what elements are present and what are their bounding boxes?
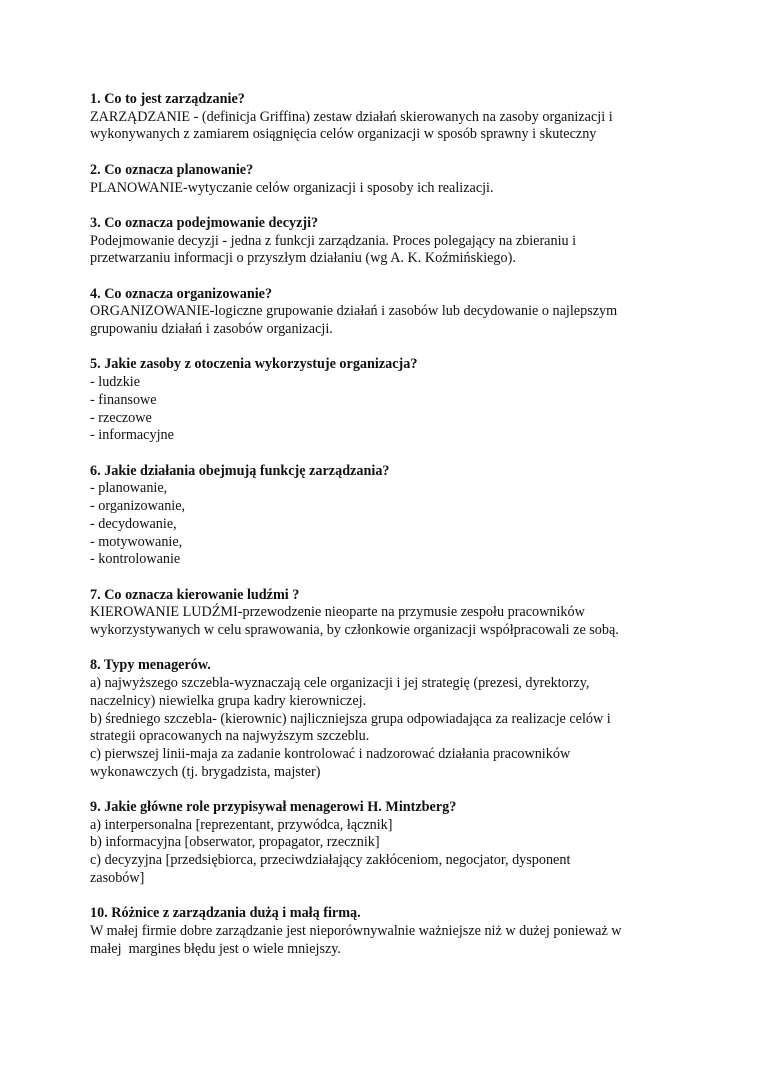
answer-line: b) informacyjna [obserwator, propagator, rzecznik] [90, 834, 380, 851]
list-item: - decydowanie, [90, 515, 177, 532]
answer-line: wykonywanych z zamiarem osiągnięcia celów organizacji w sposób sprawny i skuteczny [90, 126, 597, 143]
list-item: - kontrolowanie [90, 551, 181, 568]
answer-line: małej margines błędu jest o wiele mniejszy. [90, 940, 341, 957]
answer-line: a) interpersonalna [reprezentant, przywódca, łącznik] [90, 816, 393, 833]
answer-line: zasobów] [90, 869, 145, 886]
answer-line: strategii opracowanych na najwyższym szczeblu. [90, 728, 370, 745]
list-item: - ludzkie [90, 374, 141, 391]
answer-line: ORGANIZOWANIE-logiczne grupowanie działań i zasobów lub decydowanie o najlepszym [90, 303, 618, 320]
list-item: - informacyjne [90, 427, 174, 444]
question-heading: 8. Typy menagerów. [90, 657, 211, 674]
answer-line: grupowaniu działań i zasobów organizacji. [90, 321, 333, 338]
answer-line: c) pierwszej linii-maja za zadanie kontrolować i nadzorować działania pracowników [90, 745, 571, 762]
question-heading: 7. Co oznacza kierowanie ludźmi ? [90, 586, 300, 603]
question-heading: 4. Co oznacza organizowanie? [90, 285, 273, 302]
list-item: - rzeczowe [90, 409, 152, 426]
question-heading: 1. Co to jest zarządzanie? [90, 91, 245, 107]
list-item: - organizowanie, [90, 498, 186, 515]
answer-line: Podejmowanie decyzji - jedna z funkcji zarządzania. Proces polegający na zbieraniu i [90, 232, 577, 249]
answer-line: b) średniego szczebla- (kierownic) najliczniejsza grupa odpowiadająca za realizacje celów i [90, 710, 611, 727]
qa-section-4 [90, 286, 680, 339]
qa-section-2 [90, 162, 680, 197]
list-item: - finansowe [90, 391, 157, 408]
question-heading: 5. Jakie zasoby z otoczenia wykorzystuje organizacja? [90, 356, 418, 373]
question-heading: 10. Różnice z zarządzania dużą i małą firmą. [90, 905, 361, 922]
list-item: - motywowanie, [90, 533, 183, 550]
qa-section-9 [90, 799, 680, 888]
question-heading: 9. Jakie główne role przypisywał menagerowi H. Mintzberg? [90, 799, 457, 815]
answer-line: wykorzystywanych w celu sprawowania, by członkowie organizacji współpracowali ze sobą. [90, 622, 619, 638]
answer-line: przetwarzaniu informacji o przyszłym działaniu (wg A. K. Koźmińskiego). [90, 250, 516, 267]
question-heading: 6. Jakie działania obejmują funkcję zarządzania? [90, 462, 390, 479]
answer-line: c) decyzyjna [przedsiębiorca, przeciwdziałający zakłóceniom, negocjator, dysponent [90, 852, 571, 869]
qa-section-5 [90, 356, 680, 445]
answer-line: W małej firmie dobre zarządzanie jest nieporównywalnie ważniejsze niż w dużej ponieważ w [90, 922, 622, 939]
qa-section-1 [90, 91, 680, 144]
qa-section-3 [90, 215, 680, 268]
qa-section-6 [90, 463, 680, 569]
answer-line: a) najwyższego szczebla-wyznaczają cele organizacji i jej strategię (prezesi, dyrektorzy, [90, 675, 590, 692]
answer-line: PLANOWANIE-wytyczanie celów organizacji i sposoby ich realizacji. [90, 179, 494, 196]
question-heading: 2. Co oznacza planowanie? [90, 161, 254, 178]
answer-line: ZARZĄDZANIE - (definicja Griffina) zestaw działań skierowanych na zasoby organizacji i [90, 108, 613, 125]
answer-line: wykonawczych (tj. brygadzista, majster) [90, 763, 321, 780]
question-heading: 3. Co oznacza podejmowanie decyzji? [90, 214, 319, 231]
answer-line: KIEROWANIE LUDŹMI-przewodzenie nieoparte na przymusie zespołu pracowników [90, 604, 585, 621]
list-item: - planowanie, [90, 480, 168, 497]
answer-line: naczelnicy) niewielka grupa kadry kierowniczej. [90, 692, 367, 709]
document-page [90, 91, 680, 976]
qa-section-7 [90, 587, 680, 640]
qa-section-10 [90, 905, 680, 958]
qa-section-8 [90, 657, 680, 781]
